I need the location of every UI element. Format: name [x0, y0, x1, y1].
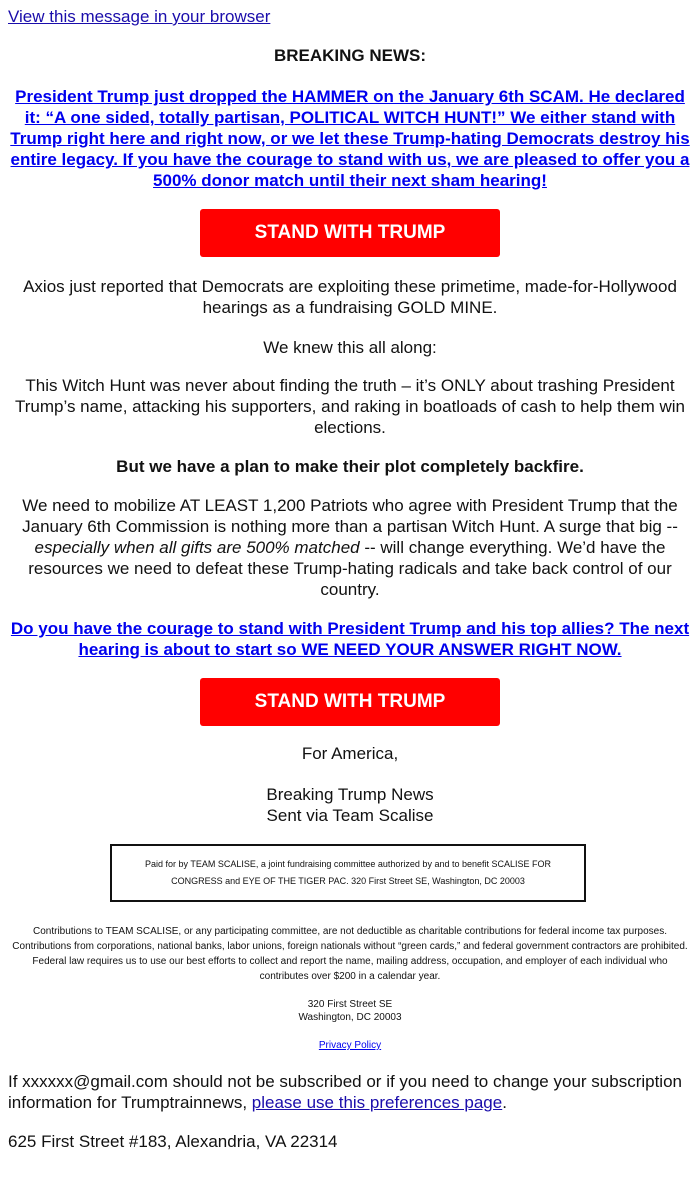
address-line-1: 320 First Street SE	[307, 999, 393, 1010]
unsubscribe-notice	[8, 1071, 688, 1113]
privacy-policy-link[interactable]: Privacy Policy	[318, 1040, 382, 1051]
contribution-disclaimer: Contributions to TEAM SCALISE, or any participating committee, are not deductible as charitable contributions for federal income tax purposes. Contributions from corporations, national banks, labor unions, foreign nationals without “green cards,” and federal government contractors are prohibited. Federal law requires us to use our best efforts to collect and report the name, mailing address, occupation, and employer of each individual who contributes over $200 in a calendar year.	[12, 926, 688, 982]
body-paragraph-plan: But we have a plan to make their plot completely backfire.	[116, 457, 584, 476]
view-in-browser-link[interactable]: View this message in your browser	[8, 7, 271, 26]
mobilize-text-emphasis: especially when all gifts are 500% matched	[34, 538, 360, 557]
footer-address: 625 First Street #183, Alexandria, VA 22314	[8, 1132, 338, 1151]
committee-address	[0, 998, 700, 1024]
body-paragraph-axios: Axios just reported that Democrats are exploiting these primetime, made-for-Hollywood hearings as a fundraising GOLD MINE.	[23, 277, 677, 317]
sent-via: Sent via Team Scalise	[266, 806, 434, 825]
lead-link[interactable]: President Trump just dropped the HAMMER on the January 6th SCAM. He declared it: “A one sided, totally partisan, POLITICAL WITCH HUNT!” We either stand with Trump right here and right now, or we let these Trump-hating Democrats destroy his entire legacy. If you have the courage to stand with us, we are pleased to offer you a 500% donor match until their next sham hearing!	[10, 87, 690, 190]
mobilize-text-end: -- will change everything. We’d have the resources we need to defeat these Trump-hating radicals and take back control of our country.	[28, 538, 672, 599]
address-line-2: Washington, DC 20003	[298, 1012, 402, 1023]
paid-for-text: Paid for by TEAM SCALISE, a joint fundraising committee authorized by and to benefit SCALISE FOR CONGRESS and EYE OF THE TIGER PAC. 320 First Street SE, Washington, DC 20003	[144, 859, 552, 886]
body-paragraph-knew: We knew this all along:	[263, 338, 437, 357]
preferences-page-link[interactable]: please use this preferences page	[251, 1093, 503, 1112]
mobilize-text-start: We need to mobilize AT LEAST 1,200 Patriots who agree with President Trump that the January 6th Commission is nothing more than a partisan Witch Hunt. A surge that big --	[22, 496, 678, 536]
signoff-sender	[0, 784, 700, 826]
body-paragraph-mobilize	[6, 495, 694, 600]
signoff-closing: For America,	[301, 744, 399, 763]
unsubscribe-period: .	[502, 1093, 507, 1112]
breaking-news-heading: BREAKING NEWS:	[273, 46, 427, 65]
paid-for-disclaimer-box	[110, 844, 586, 902]
stand-with-trump-button[interactable]: STAND WITH TRUMP	[200, 209, 500, 257]
sender-name: Breaking Trump News	[266, 785, 434, 804]
unsubscribe-text: If xxxxxx@gmail.com should not be subscribed or if you need to change your subscription information for Trumptrainnews,	[8, 1072, 682, 1112]
body-paragraph-witch-hunt: This Witch Hunt was never about finding the truth – it’s ONLY about trashing President Trump’s name, attacking his supporters, and raking in boatloads of cash to help them win elections.	[15, 376, 685, 437]
courage-question-link[interactable]: Do you have the courage to stand with President Trump and his top allies? The next hearing is about to start so WE NEED YOUR ANSWER RIGHT NOW.	[10, 619, 690, 659]
stand-with-trump-button-2[interactable]: STAND WITH TRUMP	[200, 678, 500, 726]
